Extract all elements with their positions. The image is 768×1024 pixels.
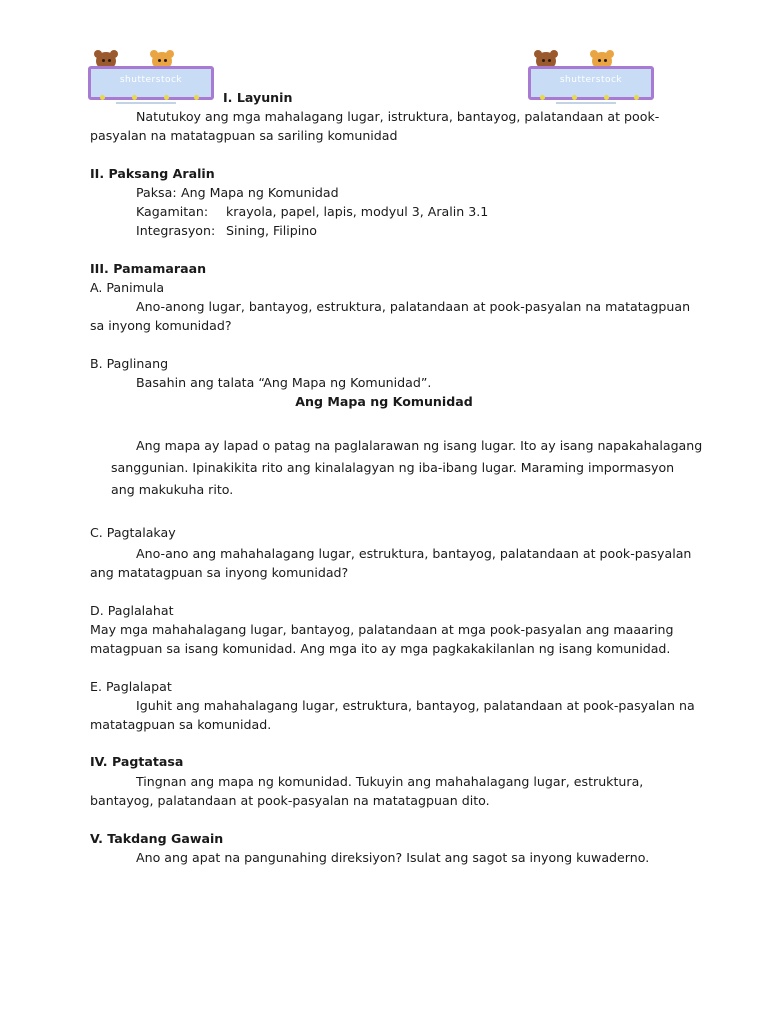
bear-banner-left bbox=[86, 50, 214, 106]
layunin-text-line: Natutukoy ang mga mahalagang lugar, istruktura, bantayog, palatandaan at pook- bbox=[136, 109, 660, 124]
kagamitan-label: Kagamitan: bbox=[136, 204, 209, 219]
bear-banner-right bbox=[526, 50, 654, 106]
passage-text-line: Ang mapa ay lapad o patag na paglalarawan ng isang lugar. Ito ay isang napakahalagang bbox=[136, 438, 703, 453]
section-paksang-aralin-heading: II. Paksang Aralin bbox=[90, 166, 215, 181]
section-pamamaraan-heading: III. Pamamaraan bbox=[90, 261, 207, 276]
paglinang-instruction: Basahin ang talata “Ang Mapa ng Komunidad”. bbox=[136, 375, 432, 390]
banner-watermark: shutterstock bbox=[559, 75, 623, 85]
section-pagtatasa-heading: IV. Pagtatasa bbox=[90, 754, 184, 769]
passage-text-line: ang makukuha rito. bbox=[111, 482, 234, 497]
passage-title: Ang Mapa ng Komunidad bbox=[295, 394, 473, 409]
banner-watermark: shutterstock bbox=[119, 75, 183, 85]
integrasyon-value: Sining, Filipino bbox=[226, 223, 317, 238]
layunin-text-line: pasyalan na matatagpuan sa sariling komunidad bbox=[90, 128, 398, 143]
passage-text-line: sanggunian. Ipinakikita rito ang kinalalagyan ng iba-ibang lugar. Maraming impormasyon bbox=[111, 460, 675, 475]
panimula-text-line: Ano-anong lugar, bantayog, estruktura, palatandaan at pook-pasyalan na matatagpuan bbox=[136, 299, 691, 314]
kagamitan-value: krayola, papel, lapis, modyul 3, Aralin 3.1 bbox=[226, 204, 489, 219]
section-takdang-gawain-heading: V. Takdang Gawain bbox=[90, 831, 224, 846]
pagtalakay-text-line: Ano-ano ang mahahalagang lugar, estruktura, bantayog, palatandaan at pook-pasyalan bbox=[136, 546, 692, 561]
paksa-value: Ang Mapa ng Komunidad bbox=[181, 185, 339, 200]
pagtatasa-text-line: Tingnan ang mapa ng komunidad. Tukuyin ang mahahalagang lugar, estruktura, bbox=[136, 774, 644, 789]
panimula-heading: A. Panimula bbox=[90, 280, 165, 295]
paglalahat-text-line: May mga mahahalagang lugar, bantayog, palatandaan at mga pook-pasyalan ang maaaring bbox=[90, 622, 674, 637]
paglalapat-text-line: Iguhit ang mahahalagang lugar, estruktura, bantayog, palatandaan at pook-pasyalan na bbox=[136, 698, 695, 713]
pagtalakay-heading: C. Pagtalakay bbox=[90, 525, 176, 540]
pagtalakay-text-line: ang matatagpuan sa inyong komunidad? bbox=[90, 565, 349, 580]
takdang-gawain-text-line: Ano ang apat na pangunahing direksiyon? Isulat ang sagot sa inyong kuwaderno. bbox=[136, 850, 650, 865]
paglalapat-text-line: matatagpuan sa komunidad. bbox=[90, 717, 272, 732]
paglalahat-heading: D. Paglalahat bbox=[90, 603, 174, 618]
integrasyon-label: Integrasyon: bbox=[136, 223, 216, 238]
panimula-text-line: sa inyong komunidad? bbox=[90, 318, 232, 333]
section-layunin-heading: I. Layunin bbox=[223, 90, 293, 105]
pagtatasa-text-line: bantayog, palatandaan at pook-pasyalan na matatagpuan dito. bbox=[90, 793, 490, 808]
paglalapat-heading: E. Paglalapat bbox=[90, 679, 172, 694]
paglalahat-text-line: matagpuan sa isang komunidad. Ang mga ito ay mga pagkakakilanlan ng isang komunidad. bbox=[90, 641, 671, 656]
paksa-label: Paksa: bbox=[136, 185, 177, 200]
paglinang-heading: B. Paglinang bbox=[90, 356, 169, 371]
